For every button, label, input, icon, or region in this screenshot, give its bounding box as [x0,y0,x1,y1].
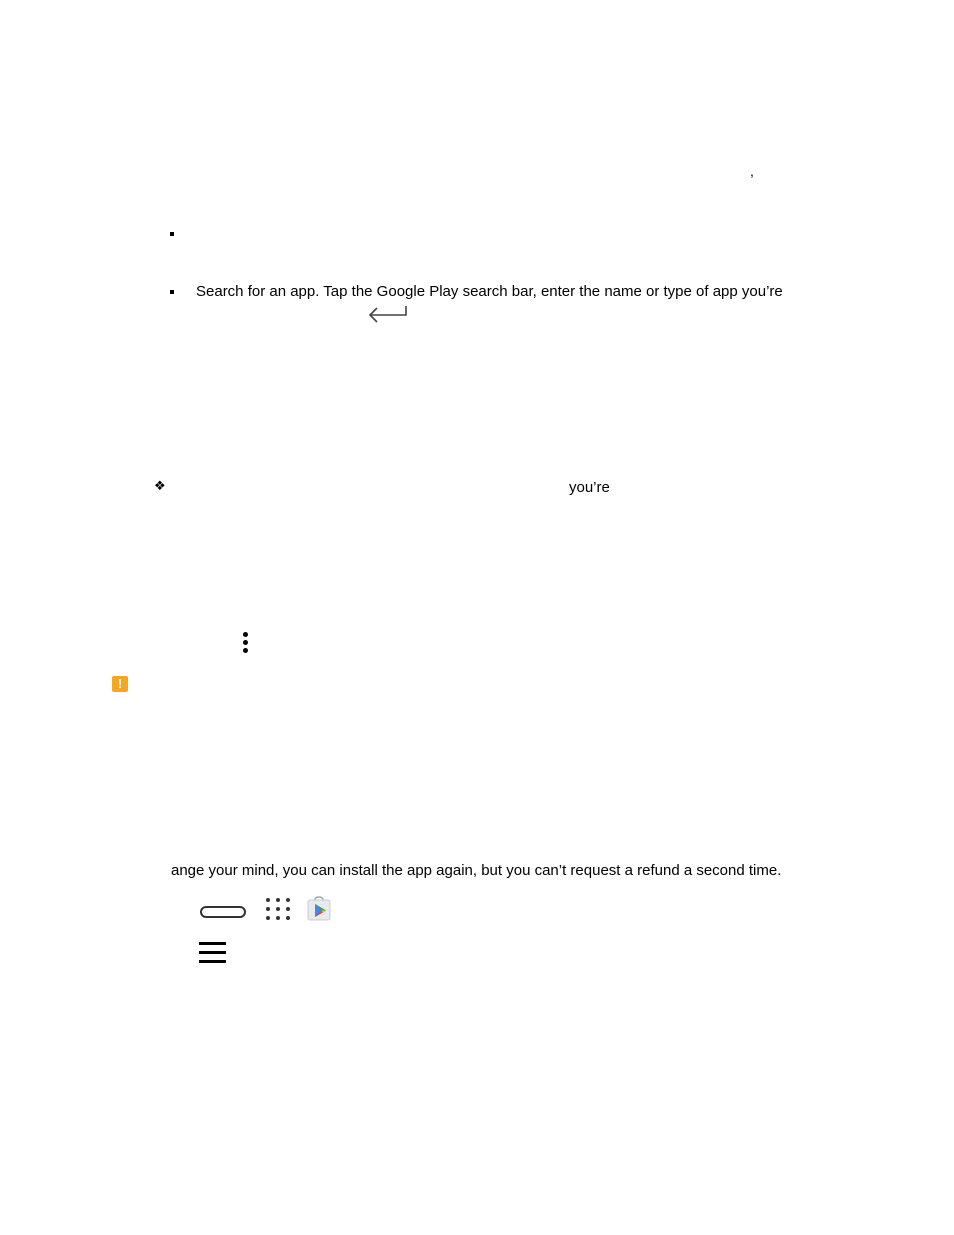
youre-text: you’re [569,479,610,496]
menu-icon [199,942,226,964]
search-instruction-text: Search for an app. Tap the Google Play search bar, enter the name or type of app you’re [196,283,783,300]
refund-text: ange your mind, you can install the app again, but you can’t request a refund a second time. [171,862,782,879]
enter-key-icon [367,304,409,328]
stray-comma: , [750,163,754,179]
warning-icon: ! [112,676,128,692]
play-store-icon [306,896,332,922]
apps-grid-icon [265,897,291,923]
diamond-bullet: ❖ [154,479,166,494]
list-bullet-search [170,290,174,294]
more-options-icon [243,632,249,654]
list-bullet-empty [170,232,174,236]
home-button-icon [200,906,246,918]
